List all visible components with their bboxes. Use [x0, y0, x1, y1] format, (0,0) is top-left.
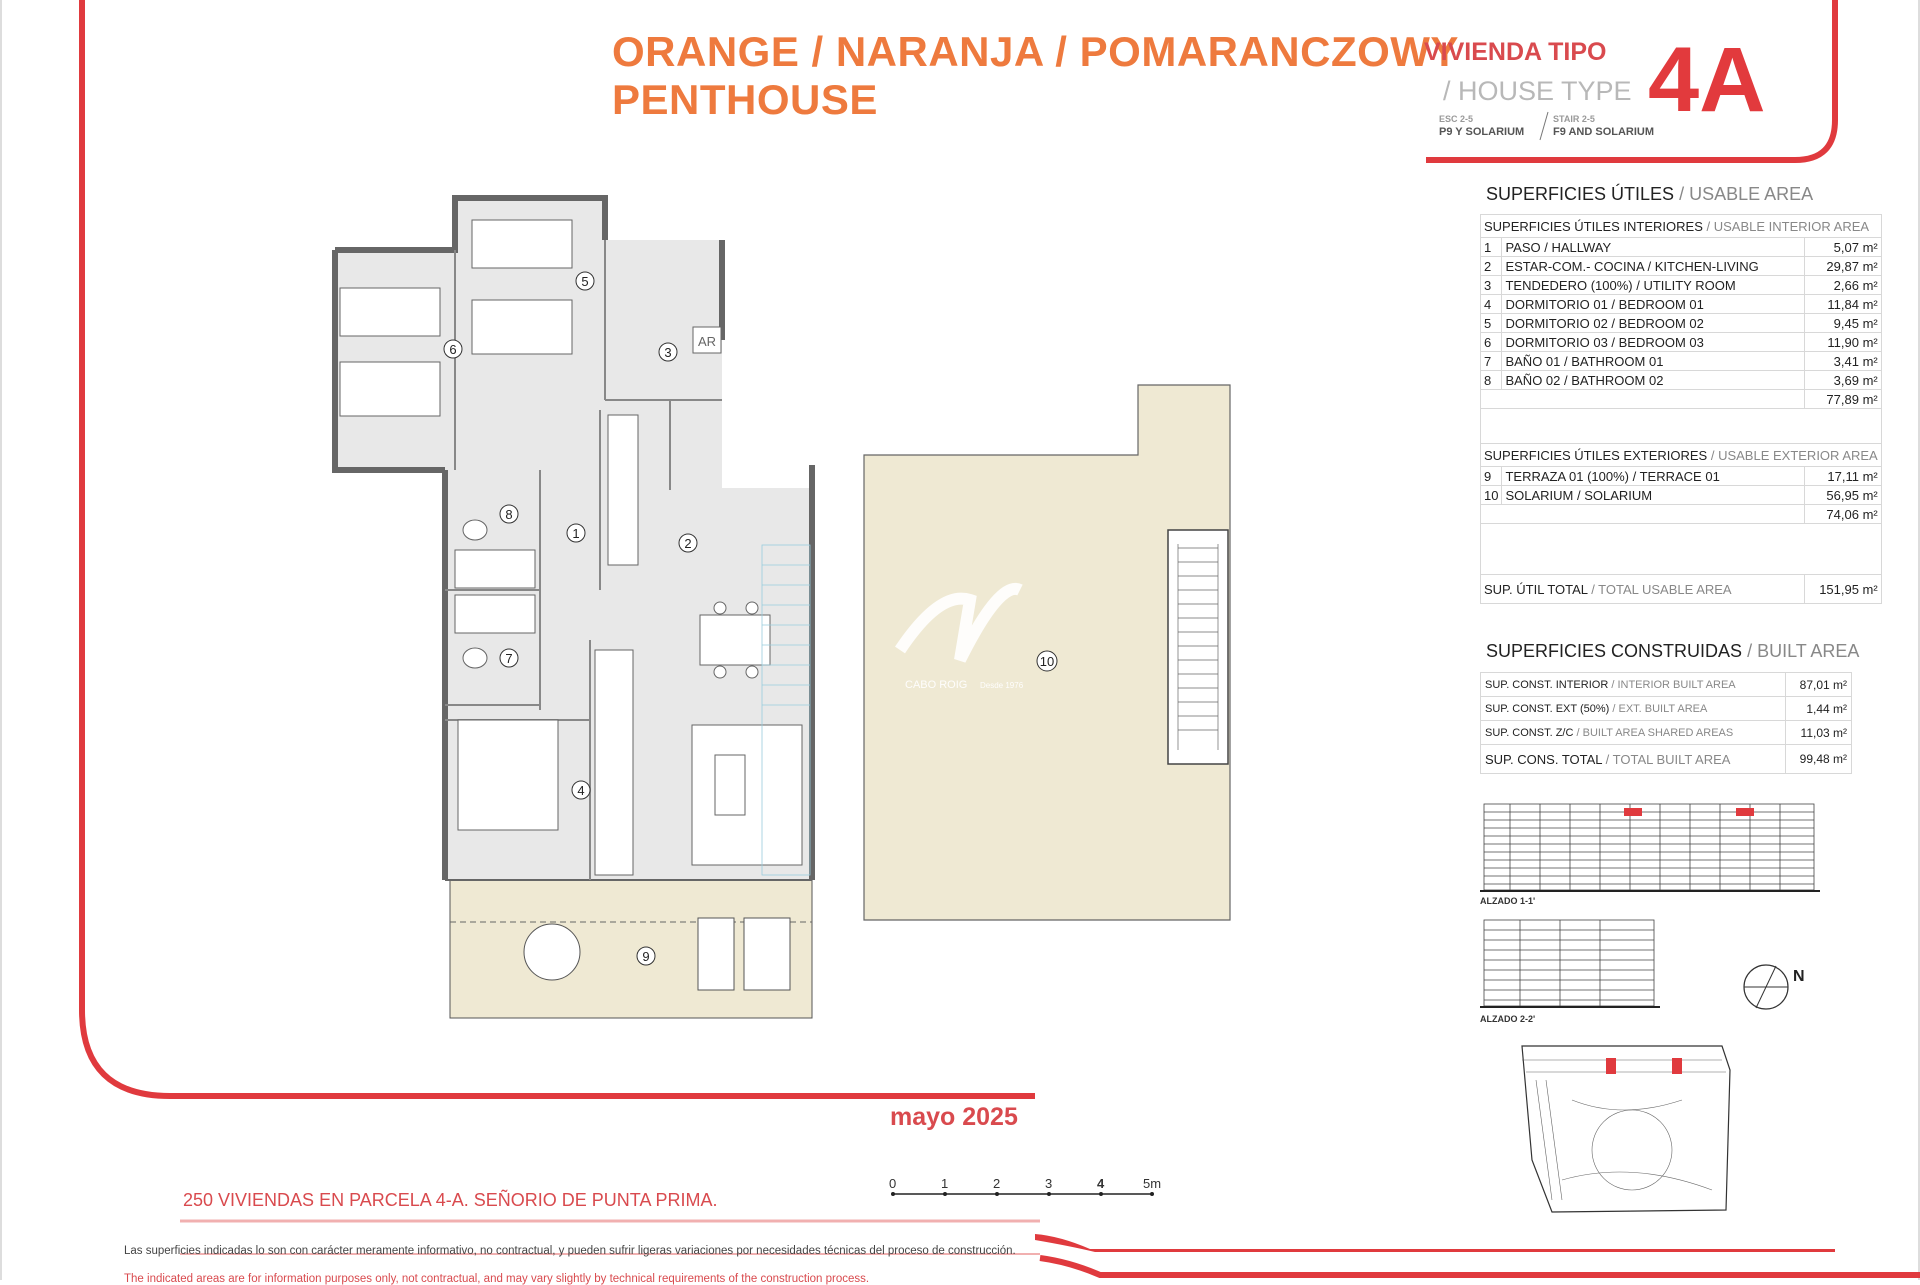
- house-type-label: / HOUSE TYPE: [1443, 76, 1632, 106]
- row-index: 10: [1481, 486, 1502, 505]
- room-label-6: 6: [449, 342, 457, 357]
- table-row: [1481, 314, 1882, 333]
- spacer-row: [1481, 409, 1882, 444]
- room-label-8: 8: [505, 507, 513, 522]
- usable-area-heading: [1486, 184, 1813, 205]
- elevation-2-drawing: [1480, 916, 1660, 1012]
- exterior-heading-es: SUPERFICIES ÚTILES EXTERIORES: [1484, 447, 1708, 463]
- table-row: [1481, 276, 1882, 295]
- row-value: 1,44 m²: [1785, 697, 1851, 721]
- built-total-row: [1481, 745, 1852, 774]
- usable-total-row: [1481, 575, 1882, 604]
- alzado-1-label: ALZADO 1-1': [1480, 896, 1536, 906]
- vivienda-tipo-label: VIVIENDA TIPO: [1424, 38, 1607, 66]
- table-row: [1481, 295, 1882, 314]
- row-value: 29,87 m²: [1805, 257, 1881, 276]
- stair-es-bottom: P9 Y SOLARIUM: [1439, 126, 1525, 138]
- scale-bar: [890, 1180, 1160, 1210]
- row-value: 11,90 m²: [1805, 333, 1881, 352]
- row-label: BAÑO 01 / BATHROOM 01: [1502, 352, 1805, 371]
- built-area-heading: [1486, 641, 1859, 662]
- disclaimer-en: The indicated areas are for information purposes only, not contractual, and may vary slightly by technical requirements of the construction process.: [124, 1273, 870, 1285]
- interior-heading-en: / USABLE INTERIOR AREA: [1706, 218, 1870, 234]
- type-code: 4A: [1648, 29, 1766, 131]
- scale-tick-4: 4: [1097, 1176, 1105, 1191]
- floor-plan: [320, 190, 1240, 1030]
- row-label: PASO / HALLWAY: [1502, 238, 1805, 257]
- row-label: ESTAR-COM.- COCINA / KITCHEN-LIVING: [1502, 257, 1805, 276]
- row-index: 5: [1481, 314, 1502, 333]
- stair-en: [1553, 113, 1654, 139]
- table-row: [1481, 721, 1852, 745]
- table-row: [1481, 238, 1882, 257]
- scale-tick-0: 0: [889, 1176, 897, 1191]
- row-value: 17,11 m²: [1805, 467, 1881, 486]
- row-label: BAÑO 02 / BATHROOM 02: [1502, 371, 1805, 390]
- utility-tag: AR: [698, 334, 717, 349]
- usable-heading-es: SUPERFICIES ÚTILES: [1486, 184, 1675, 204]
- row-index: 4: [1481, 295, 1502, 314]
- table-row: [1481, 673, 1852, 697]
- watermark-brand: CABO ROIG: [905, 679, 968, 691]
- row-value: 3,69 m²: [1805, 371, 1881, 390]
- north-arrow-icon: [1742, 962, 1792, 1012]
- north-label: N: [1793, 968, 1805, 985]
- usable-heading-en: / USABLE AREA: [1679, 184, 1814, 204]
- row-index: 9: [1481, 467, 1502, 486]
- interior-total: 77,89 m²: [1805, 390, 1881, 409]
- row-label: TERRAZA 01 (100%) / TERRACE 01: [1502, 467, 1805, 486]
- room-label-9: 9: [642, 949, 650, 964]
- table-row: [1481, 352, 1882, 371]
- row-label: SOLARIUM / SOLARIUM: [1502, 486, 1805, 505]
- usable-total-value: 151,95 m²: [1805, 575, 1881, 604]
- watermark-sub: Desde 1976: [980, 681, 1024, 690]
- usable-total-en: / TOTAL USABLE AREA: [1591, 581, 1732, 597]
- interior-total-row: [1481, 390, 1882, 409]
- row-label-es: SUP. CONST. INTERIOR: [1485, 678, 1609, 691]
- table-row: [1481, 467, 1882, 486]
- page-title: [612, 28, 1459, 124]
- usable-interior-table: [1480, 214, 1882, 604]
- row-index: 6: [1481, 333, 1502, 352]
- row-value: 11,03 m²: [1785, 721, 1851, 745]
- table-row: [1481, 257, 1882, 276]
- row-index: 2: [1481, 257, 1502, 276]
- row-value: 5,07 m²: [1805, 238, 1881, 257]
- row-value: 2,66 m²: [1805, 276, 1881, 295]
- built-heading-en: / BUILT AREA: [1747, 641, 1860, 661]
- row-label: DORMITORIO 01 / BEDROOM 01: [1502, 295, 1805, 314]
- stair-en-top: STAIR 2-5: [1553, 114, 1595, 124]
- project-name: 250 VIVIENDAS EN PARCELA 4-A. SEÑORIO DE PUNTA PRIMA.: [183, 1190, 718, 1210]
- built-total-es: SUP. CONS. TOTAL: [1485, 751, 1603, 767]
- document-date: mayo 2025: [890, 1103, 1018, 1131]
- room-label-10: 10: [1039, 654, 1055, 669]
- spacer-row: [1481, 524, 1882, 575]
- stair-en-bottom: F9 AND SOLARIUM: [1553, 126, 1655, 138]
- scale-tick-5: 5m: [1143, 1176, 1162, 1191]
- row-label: DORMITORIO 02 / BEDROOM 02: [1502, 314, 1805, 333]
- built-total-value: 99,48 m²: [1785, 745, 1851, 774]
- room-label-5: 5: [581, 274, 589, 289]
- table-row: [1481, 697, 1852, 721]
- exterior-heading-en: / USABLE EXTERIOR AREA: [1710, 447, 1878, 463]
- usable-total-es: SUP. ÚTIL TOTAL: [1484, 581, 1588, 597]
- alzado-2-label: ALZADO 2-2': [1480, 1014, 1536, 1024]
- row-index: 7: [1481, 352, 1502, 371]
- stair-es-top: ESC 2-5: [1439, 114, 1474, 124]
- room-label-2: 2: [684, 536, 692, 551]
- title-line-1: ORANGE / NARANJA / POMARANCZOWY: [612, 28, 1459, 75]
- room-label-4: 4: [577, 783, 585, 798]
- table-row: [1481, 371, 1882, 390]
- table-row: [1481, 486, 1882, 505]
- disclaimer-es: Las superficies indicadas lo son con carácter meramente informativo, no contractual, y pueden sufrir ligeras variaciones por necesidades técnicas del proceso de construcción.: [124, 1245, 1016, 1257]
- built-total-en: / TOTAL BUILT AREA: [1605, 751, 1731, 767]
- site-plan-drawing: [1512, 1040, 1734, 1216]
- scale-tick-2: 2: [993, 1176, 1001, 1191]
- elevation-1-drawing: [1480, 800, 1820, 896]
- row-label: TENDEDERO (100%) / UTILITY ROOM: [1502, 276, 1805, 295]
- exterior-total: 74,06 m²: [1805, 505, 1881, 524]
- row-value: 9,45 m²: [1805, 314, 1881, 333]
- scale-tick-3: 3: [1045, 1176, 1053, 1191]
- exterior-total-row: [1481, 505, 1882, 524]
- room-label-7: 7: [505, 651, 513, 666]
- row-value: 56,95 m²: [1805, 486, 1881, 505]
- title-line-2: PENTHOUSE: [612, 76, 878, 123]
- table-row: [1481, 333, 1882, 352]
- built-area-table: [1480, 672, 1852, 774]
- row-label: DORMITORIO 03 / BEDROOM 03: [1502, 333, 1805, 352]
- row-label-en: / INTERIOR BUILT AREA: [1611, 678, 1736, 691]
- room-label-3: 3: [664, 345, 672, 360]
- stair-es: [1439, 113, 1524, 139]
- row-index: 1: [1481, 238, 1502, 257]
- row-value: 11,84 m²: [1805, 295, 1881, 314]
- stair-divider: [1538, 110, 1550, 142]
- row-value: 3,41 m²: [1805, 352, 1881, 371]
- interior-header-row: [1481, 215, 1882, 238]
- room-label-1: 1: [572, 526, 580, 541]
- row-label-en: / EXT. BUILT AREA: [1612, 702, 1708, 715]
- scale-tick-1: 1: [941, 1176, 949, 1191]
- built-heading-es: SUPERFICIES CONSTRUIDAS: [1486, 641, 1743, 661]
- row-label-es: SUP. CONST. Z/C: [1485, 726, 1574, 739]
- row-value: 87,01 m²: [1785, 673, 1851, 697]
- interior-heading-es: SUPERFICIES ÚTILES INTERIORES: [1484, 218, 1703, 234]
- exterior-header-row: [1481, 444, 1882, 467]
- row-label-es: SUP. CONST. EXT (50%): [1485, 702, 1610, 715]
- row-index: 3: [1481, 276, 1502, 295]
- row-label-en: / BUILT AREA SHARED AREAS: [1576, 726, 1734, 739]
- row-index: 8: [1481, 371, 1502, 390]
